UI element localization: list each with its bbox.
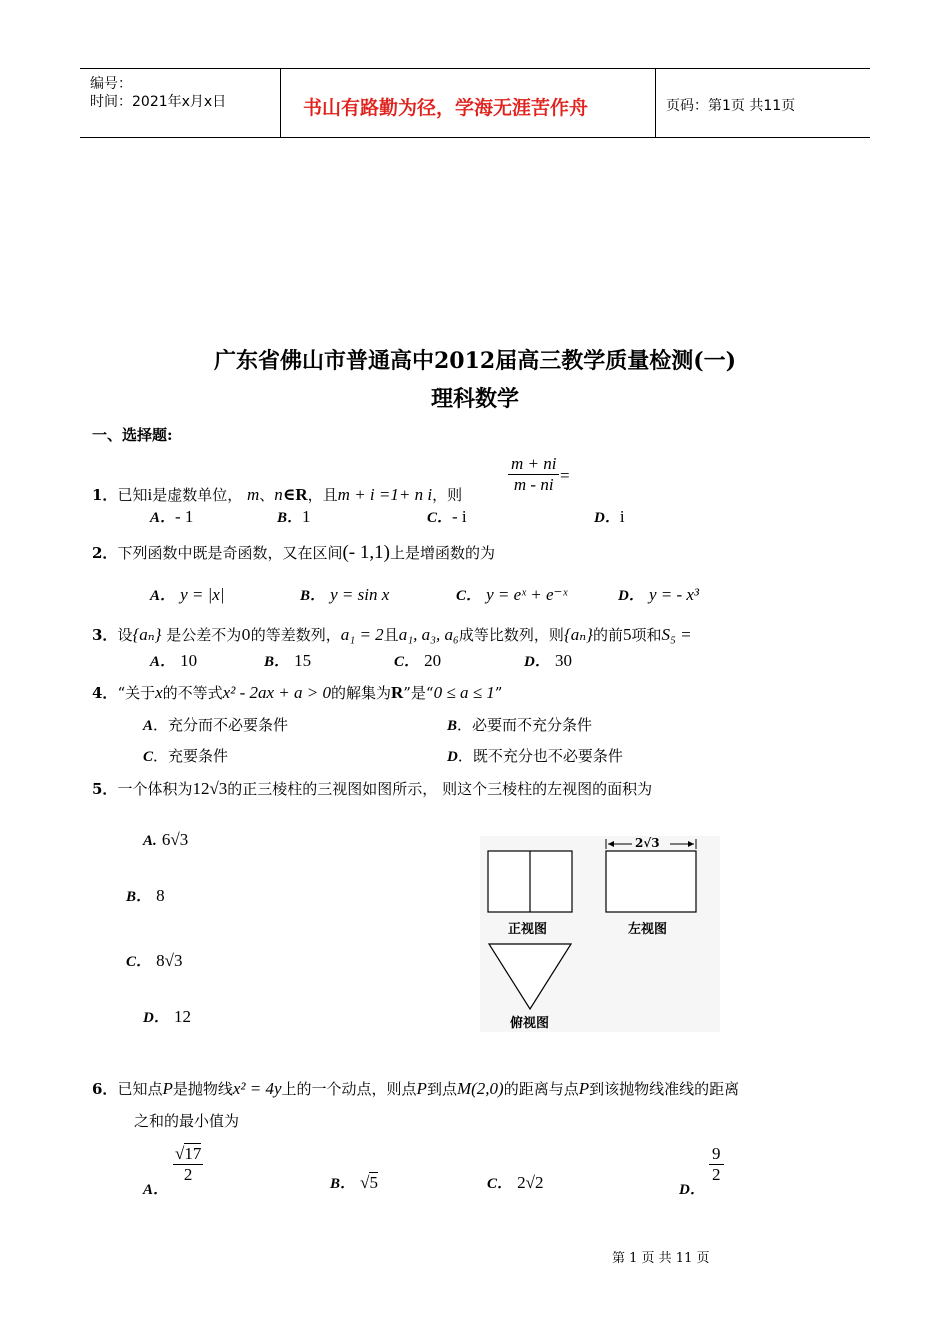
q5-text: 的正三棱柱的三视图如图所示， 则这个三棱柱的左视图的面积为	[227, 780, 653, 798]
q4-text: ”是“	[403, 684, 434, 702]
q3-terms: a₁, a₃, a₆	[398, 625, 459, 644]
q3-text: 项和	[631, 626, 662, 644]
header-page-cell	[656, 69, 870, 137]
q6-option-a-label: A．	[143, 1182, 169, 1198]
q6-option-c: C． 2√2	[487, 1173, 544, 1192]
point-P: P	[162, 1079, 173, 1098]
page-subtitle: 理科数学	[430, 386, 519, 412]
q6-text-line2: 之和的最小值为	[134, 1112, 240, 1130]
top-view-triangle	[489, 944, 571, 1009]
q1-text: 是虚数单位，	[152, 486, 243, 504]
q3-text: 且	[383, 626, 399, 644]
sequence-an: {aₙ}	[563, 625, 593, 644]
q2-interval: (- 1,1)	[342, 542, 390, 563]
q6-text: 到该抛物线准线的距离	[589, 1080, 740, 1098]
q4-text: 的解集为	[330, 684, 391, 702]
question-number: 6．	[92, 1080, 118, 1098]
header-meta-cell	[80, 69, 280, 137]
question-2	[92, 542, 495, 564]
three-view-figure	[480, 836, 720, 1032]
q6-option-b: B． √5	[330, 1173, 378, 1192]
q5-option-c: C． 8√3	[126, 951, 183, 970]
q1-text: ，且	[307, 486, 338, 504]
q2-text: 上是增函数的为	[389, 544, 495, 562]
q3-text: 的前	[592, 626, 623, 644]
q3-s5: S₅ =	[661, 625, 692, 644]
q5-option-b: B． 8	[126, 886, 165, 905]
q4-text: 的不等式	[162, 684, 223, 702]
set-R: R	[390, 683, 404, 702]
page-info: 页码：第1页 共11页	[666, 98, 796, 114]
page-footer: 第 1 页 共 11 页	[612, 1251, 710, 1266]
q4-option-d: D．既不充分也不必要条件	[447, 747, 623, 765]
dim-arrow-right	[688, 841, 694, 847]
question-number: 2．	[92, 544, 118, 562]
q3-text: 设	[117, 626, 133, 644]
q5-volume: 12√3	[192, 779, 228, 798]
document-header	[80, 68, 870, 138]
q1-text: ，则	[432, 486, 463, 504]
q1-text: 已知	[117, 486, 148, 504]
question-1	[92, 484, 462, 505]
q1-option-c: C．- i	[427, 507, 467, 526]
section-heading: 一、选择题:	[92, 426, 173, 444]
question-number: 5．	[92, 780, 118, 798]
q1-option-b: B．1	[277, 507, 311, 526]
fraction-numerator: m + ni	[508, 454, 559, 475]
q5-option-d: D． 12	[143, 1007, 191, 1026]
var-m: m	[246, 485, 260, 504]
q1-text: 、	[259, 486, 275, 504]
set-R: ∈R	[282, 485, 308, 504]
side-view-label: 左视图	[628, 922, 668, 937]
top-view-label: 俯视图	[510, 1016, 550, 1031]
dimension-label: 2√3	[635, 836, 660, 850]
question-6	[92, 1078, 739, 1099]
q4-text: ”	[494, 684, 503, 702]
header-motto-cell	[280, 69, 656, 137]
q6-text: 到点	[426, 1080, 457, 1098]
question-number: 3．	[92, 626, 118, 644]
point-M: M(2,0)	[456, 1079, 504, 1098]
q3-option-a: A． 10	[150, 651, 198, 670]
question-number: 1．	[92, 486, 118, 504]
q2-text: 下列函数中既是奇函数，又在区间	[117, 544, 343, 562]
q6-parabola: x² = 4y	[232, 1079, 282, 1098]
q4-option-a: A．充分而不必要条件	[143, 716, 289, 734]
q1-option-a: A．- 1	[150, 507, 194, 526]
q1-option-d: D．i	[594, 507, 625, 526]
q5-option-a: A. 6√3	[143, 830, 189, 849]
var-x: x	[155, 683, 163, 702]
q3-a1: a₁ = 2	[340, 625, 384, 644]
q4-option-c: C．充要条件	[143, 747, 229, 765]
question-5	[92, 778, 652, 799]
fraction-denominator: m - ni	[513, 475, 554, 494]
question-3	[92, 624, 692, 645]
q3-option-c: C． 20	[394, 651, 442, 670]
q3-option-d: D． 30	[524, 651, 572, 670]
q2-option-a: A． y = |x|	[150, 585, 225, 604]
q3-text: 成等比数列，则	[458, 626, 564, 644]
front-view-label: 正视图	[508, 922, 548, 937]
q2-option-d: D． y = - x³	[618, 585, 700, 604]
time-label: 时间：2021年x月x日	[90, 94, 227, 110]
var-n: n	[274, 485, 283, 504]
q6-option-d-label: D．	[679, 1182, 705, 1198]
q6-text: 是抛物线	[172, 1080, 233, 1098]
dim-arrow-left	[608, 841, 614, 847]
q5-text: 一个体积为	[117, 780, 193, 798]
q4-option-b: B．必要而不充分条件	[447, 716, 593, 734]
motto: 书山有路勤为径，学海无涯苦作舟	[303, 97, 589, 119]
q4-text: “关于	[117, 684, 156, 702]
q6-text: 已知点	[117, 1080, 163, 1098]
q6-text: 上的一个动点，则点	[281, 1080, 417, 1098]
side-view-rect	[606, 851, 696, 912]
q4-inequality: x² - 2ax + a > 0	[222, 683, 331, 702]
q6-option-a-value: √17 2	[175, 1144, 202, 1184]
serial-label: 编号：	[90, 76, 132, 92]
q3-option-b: B． 15	[264, 651, 312, 670]
point-P: P	[416, 1079, 427, 1098]
point-P: P	[578, 1079, 590, 1098]
q2-option-c: C． y = eˣ + e⁻ˣ	[456, 585, 568, 604]
q6-option-d-value: 9 2	[709, 1144, 724, 1185]
sequence-an: {aₙ}	[132, 625, 162, 644]
imaginary-unit: i	[147, 485, 153, 504]
equals-sign: =	[560, 466, 570, 485]
q3-five: 5	[622, 625, 632, 644]
q1-equation: m + i =1+ n i	[337, 485, 433, 504]
q2-option-b: B． y = sin x	[300, 585, 390, 604]
question-4	[92, 682, 502, 703]
page-title: 广东省佛山市普通高中2012届高三教学质量检测(一)	[213, 348, 737, 374]
q1-fraction	[508, 454, 559, 495]
question-number: 4．	[92, 684, 118, 702]
q4-condition: 0 ≤ a ≤ 1	[433, 683, 495, 702]
q6-text: 的距离与点	[503, 1080, 579, 1098]
q3-text: 是公差不为0的等差数列，	[166, 626, 341, 644]
